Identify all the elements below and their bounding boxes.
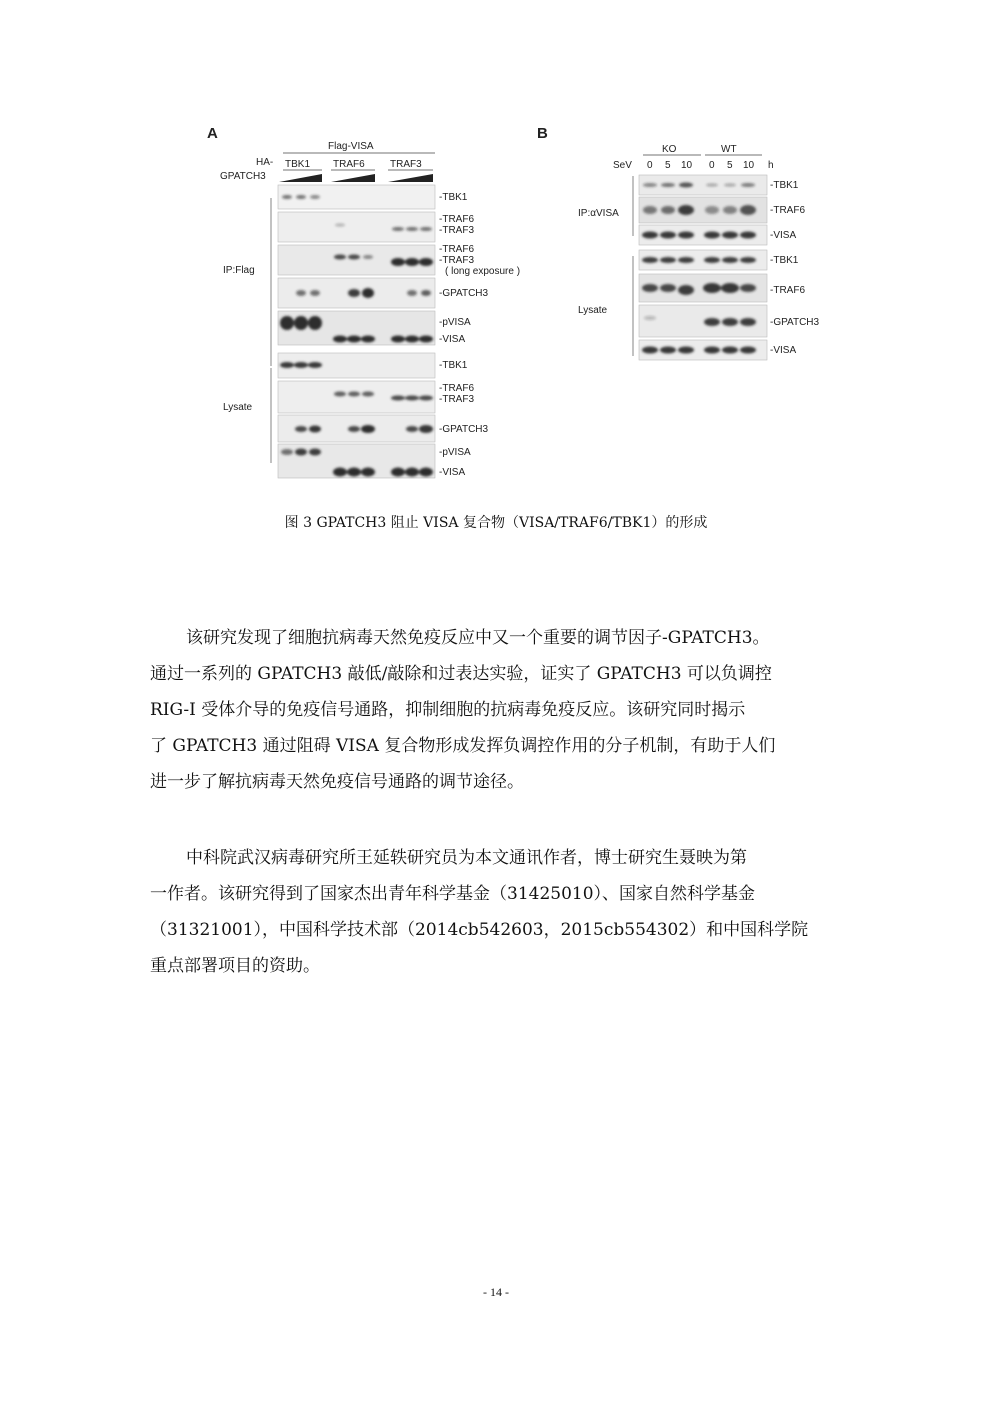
timepoint: 0 xyxy=(709,160,715,171)
time-unit: h xyxy=(768,160,774,171)
page-number: - 14 - xyxy=(483,1285,509,1299)
timepoint: 5 xyxy=(727,160,733,171)
label-b-tbk1-ip: -TBK1 xyxy=(770,180,799,191)
panel-b-section-ip: IP:αVISA xyxy=(578,208,619,219)
gradient-wedge xyxy=(388,174,433,182)
paragraph-line: 进一步了解抗病毒天然免疫信号通路的调节途径。 xyxy=(150,772,524,792)
paragraph-line: 通过一系列的 GPATCH3 敲低/敲除和过表达实验，证实了 GPATCH3 可以负调控 xyxy=(150,664,772,684)
label-pvisa-ip: -pVISA xyxy=(439,317,471,328)
label-b-visa-ip: -VISA xyxy=(770,230,797,241)
timepoint: 5 xyxy=(665,160,671,171)
label-b-gpatch3-lysate: -GPATCH3 xyxy=(770,317,820,328)
panel-b-sev-label: SeV xyxy=(613,160,632,171)
paragraph-line: 该研究发现了细胞抗病毒天然免疫反应中又一个重要的调节因子-GPATCH3。 xyxy=(186,628,770,648)
label-long-exposure: ( long exposure ) xyxy=(445,266,521,277)
timepoint: 0 xyxy=(647,160,653,171)
label-b-traf6-ip: -TRAF6 xyxy=(770,205,805,216)
paragraph-line: 中科院武汉病毒研究所王延轶研究员为本文通讯作者，博士研究生聂映为第 xyxy=(186,848,747,868)
panel-b-group-ko: KO xyxy=(662,144,677,155)
label-visa-ip: -VISA xyxy=(439,334,466,345)
label-b-traf6-lysate: -TRAF6 xyxy=(770,285,805,296)
paragraph-1 xyxy=(150,620,844,800)
gradient-wedge xyxy=(331,174,375,182)
paragraph-line: 了 GPATCH3 通过阻碍 VISA 复合物形成发挥负调控作用的分子机制，有助于人们 xyxy=(150,736,776,756)
figure-caption: 图 3 GPATCH3 阻止 VISA 复合物（VISA/TRAF6/TBK1）的形成 xyxy=(284,515,708,531)
label-traf3-long: -TRAF3 xyxy=(439,255,474,266)
paragraph-line: RIG-I 受体介导的免疫信号通路，抑制细胞的抗病毒免疫反应。该研究同时揭示 xyxy=(150,700,746,720)
western-blot-figure xyxy=(195,118,820,488)
panel-b-group-wt: WT xyxy=(721,144,737,155)
panel-a-gpatch3-label: GPATCH3 xyxy=(220,171,266,182)
panel-a-group-traf3: TRAF3 xyxy=(390,159,422,170)
paragraph-line: （31321001），中国科学技术部（2014cb542603，2015cb554302）和中国科学院 xyxy=(150,920,809,940)
figure-3 xyxy=(195,118,820,488)
timepoint: 10 xyxy=(743,160,755,171)
panel-b-section-lysate: Lysate xyxy=(578,305,608,316)
paragraph-line: 重点部署项目的资助。 xyxy=(150,956,320,976)
panel-a-section-ip: IP:Flag xyxy=(223,265,255,276)
label-gpatch3-ip: -GPATCH3 xyxy=(439,288,489,299)
label-tbk1-ip: -TBK1 xyxy=(439,192,468,203)
panel-a-group-traf6: TRAF6 xyxy=(333,159,365,170)
label-pvisa-lysate: -pVISA xyxy=(439,447,471,458)
label-tbk1-lysate: -TBK1 xyxy=(439,360,468,371)
panel-a-section-lysate: Lysate xyxy=(223,402,253,413)
gradient-wedge xyxy=(279,174,322,182)
panel-a-header: Flag-VISA xyxy=(328,141,374,152)
panel-a-letter: A xyxy=(207,125,218,142)
paragraph-2 xyxy=(150,840,844,984)
label-traf3-ip: -TRAF3 xyxy=(439,225,474,236)
label-gpatch3-lysate: -GPATCH3 xyxy=(439,424,489,435)
panel-a-ha-label: HA- xyxy=(256,157,274,168)
label-b-visa-lysate: -VISA xyxy=(770,345,797,356)
label-visa-lysate: -VISA xyxy=(439,467,466,478)
label-traf3-lysate: -TRAF3 xyxy=(439,394,474,405)
paragraph-line: 一作者。该研究得到了国家杰出青年科学基金（31425010）、国家自然科学基金 xyxy=(150,884,756,904)
panel-a-group-tbk1: TBK1 xyxy=(285,159,311,170)
label-b-tbk1-lysate: -TBK1 xyxy=(770,255,799,266)
label-traf6-ip: -TRAF6 xyxy=(439,214,474,225)
timepoint: 10 xyxy=(681,160,693,171)
label-traf6-lysate: -TRAF6 xyxy=(439,383,474,394)
panel-b-letter: B xyxy=(537,125,548,142)
label-traf6-long: -TRAF6 xyxy=(439,244,474,255)
